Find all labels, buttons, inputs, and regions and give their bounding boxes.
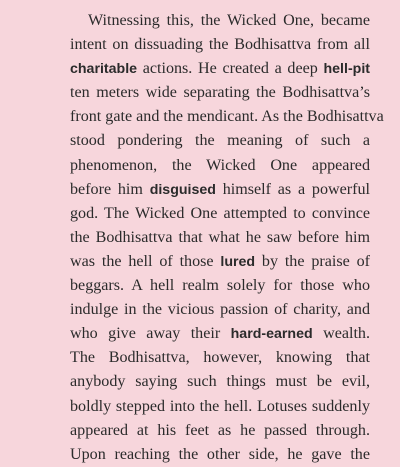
emphasized-word: lured xyxy=(220,253,256,270)
text-segment: ten meters wide separating the Bodhisattva’s xyxy=(70,84,370,102)
emphasized-word: hell-pit xyxy=(323,61,370,78)
text-segment: boldly stepped into the hell. Lotuses suddenly xyxy=(70,397,370,415)
text-segment: intent on dissuading the Bodhisattva from all xyxy=(70,36,370,54)
text-segment: anybody saying such things must be evil, xyxy=(70,373,370,391)
text-segment: stood pondering the meaning of such a xyxy=(70,132,370,150)
text-line xyxy=(70,105,384,129)
text-segment: by the praise of xyxy=(255,252,370,270)
text-line xyxy=(70,202,370,226)
emphasized-word: charitable xyxy=(70,61,138,78)
text-segment: actions. He created a deep xyxy=(137,60,324,78)
emphasized-word: hard-earned xyxy=(230,326,313,343)
text-line xyxy=(70,178,370,202)
passage-text xyxy=(70,9,384,467)
text-segment: Upon reaching the other side, he gave the xyxy=(70,445,370,463)
text-segment: front gate and the mendicant. As the Bodhisattva xyxy=(70,108,384,126)
text-segment: phenomenon, the Wicked One appeared xyxy=(70,156,370,174)
text-line xyxy=(70,33,370,57)
text-segment: god. The Wicked One attempted to convince xyxy=(70,204,370,222)
text-line xyxy=(70,154,370,178)
text-segment: before him xyxy=(70,180,150,198)
text-segment: beggars. A hell realm solely for those who xyxy=(70,277,370,295)
text-segment: wealth. xyxy=(312,325,371,343)
text-line xyxy=(70,395,370,419)
text-line xyxy=(70,346,370,370)
text-segment: himself as a powerful xyxy=(215,180,370,198)
text-line xyxy=(70,419,370,443)
text-line xyxy=(70,57,370,81)
text-line xyxy=(70,370,370,394)
text-line xyxy=(70,226,370,250)
text-segment: The Bodhisattva, however, knowing that xyxy=(70,349,370,367)
text-line xyxy=(70,322,370,346)
emphasized-word: disguised xyxy=(149,181,216,198)
text-line xyxy=(70,298,370,322)
text-segment: appeared at his feet as he passed through. xyxy=(70,421,370,439)
text-line xyxy=(70,250,370,274)
text-segment: indulge in the vicious passion of charity, and xyxy=(70,301,370,319)
text-line xyxy=(70,129,370,153)
text-line xyxy=(70,9,370,33)
text-line xyxy=(70,274,370,298)
text-segment: who give away their xyxy=(70,325,231,343)
text-line xyxy=(70,81,370,105)
text-segment: was the hell of those xyxy=(70,252,221,270)
text-line xyxy=(70,443,370,467)
text-segment: the Bodhisattva that what he saw before him xyxy=(70,228,370,246)
text-segment: Witnessing this, the Wicked One, became xyxy=(88,12,370,29)
